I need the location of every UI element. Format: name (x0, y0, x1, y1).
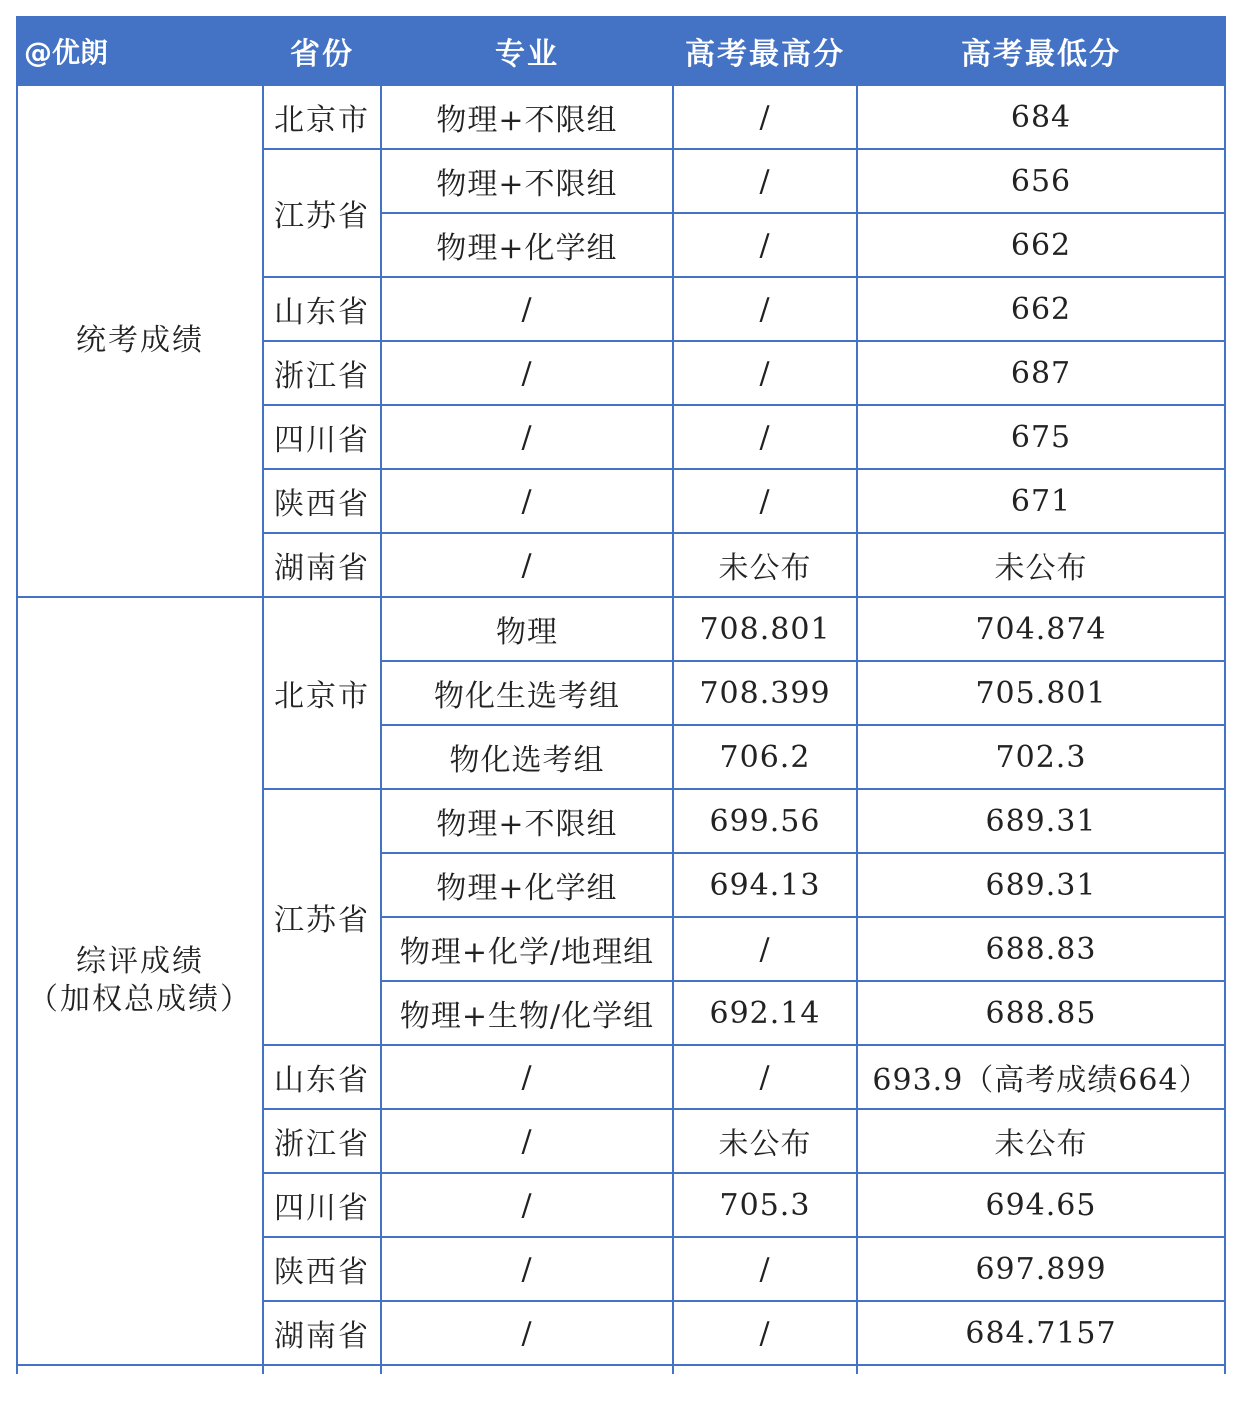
min-score-cell: 687 (857, 341, 1225, 405)
max-score-cell: / (673, 405, 857, 469)
major-cell: 物理+不限组 (381, 149, 673, 213)
cutoff-cell (381, 1365, 673, 1374)
province-cell: 四川省 (263, 1173, 381, 1237)
province-cell: 湖南省 (263, 533, 381, 597)
major-cell: / (381, 1237, 673, 1301)
max-score-cell: 705.3 (673, 1173, 857, 1237)
major-cell: / (381, 1045, 673, 1109)
max-score-cell: / (673, 1237, 857, 1301)
province-cell: 四川省 (263, 405, 381, 469)
cutoff-cell (263, 1365, 381, 1374)
major-cell: / (381, 469, 673, 533)
province-cell: 山东省 (263, 1045, 381, 1109)
table-row (17, 597, 1225, 661)
min-score-cell: 689.31 (857, 789, 1225, 853)
brand-watermark: @优朗 (17, 17, 263, 85)
min-score-cell: 704.874 (857, 597, 1225, 661)
table-row (17, 85, 1225, 149)
table-row-cutoff (17, 1365, 1225, 1374)
category-label: 综评成绩 (76, 944, 204, 979)
min-score-cell: 未公布 (857, 533, 1225, 597)
min-score-cell: 662 (857, 213, 1225, 277)
major-cell: 物理+生物/化学组 (381, 981, 673, 1045)
max-score-cell: / (673, 85, 857, 149)
major-cell: 物理+化学/地理组 (381, 917, 673, 981)
score-table-container (16, 16, 1226, 1374)
min-score-cell: 693.9（高考成绩664） (857, 1045, 1225, 1109)
major-cell: / (381, 1301, 673, 1365)
max-score-cell: 未公布 (673, 533, 857, 597)
major-cell: / (381, 533, 673, 597)
header-province: 省份 (263, 17, 381, 85)
category-sublabel: （加权总成绩） (28, 982, 252, 1017)
cutoff-cell (17, 1365, 263, 1374)
max-score-cell: / (673, 341, 857, 405)
max-score-cell: 708.801 (673, 597, 857, 661)
major-cell: 物化选考组 (381, 725, 673, 789)
min-score-cell: 656 (857, 149, 1225, 213)
category-comprehensive (17, 597, 263, 1365)
min-score-cell: 697.899 (857, 1237, 1225, 1301)
min-score-cell: 688.83 (857, 917, 1225, 981)
max-score-cell: / (673, 917, 857, 981)
province-cell: 北京市 (263, 597, 381, 789)
max-score-cell: / (673, 213, 857, 277)
header-row (17, 17, 1225, 85)
category-label: 统考成绩 (76, 323, 204, 358)
max-score-cell: / (673, 1045, 857, 1109)
max-score-cell: 未公布 (673, 1109, 857, 1173)
max-score-cell: 708.399 (673, 661, 857, 725)
province-cell: 江苏省 (263, 149, 381, 277)
major-cell: 物理+化学组 (381, 213, 673, 277)
min-score-cell: 688.85 (857, 981, 1225, 1045)
max-score-cell: 706.2 (673, 725, 857, 789)
province-cell: 江苏省 (263, 789, 381, 1045)
max-score-cell: 692.14 (673, 981, 857, 1045)
province-cell: 浙江省 (263, 341, 381, 405)
cutoff-cell (673, 1365, 857, 1374)
min-score-cell: 675 (857, 405, 1225, 469)
min-score-cell: 694.65 (857, 1173, 1225, 1237)
major-cell: 物理+不限组 (381, 85, 673, 149)
major-cell: / (381, 277, 673, 341)
min-score-cell: 671 (857, 469, 1225, 533)
max-score-cell: 699.56 (673, 789, 857, 853)
major-cell: / (381, 341, 673, 405)
min-score-cell: 689.31 (857, 853, 1225, 917)
province-cell: 浙江省 (263, 1109, 381, 1173)
header-max-score: 高考最高分 (673, 17, 857, 85)
min-score-cell: 662 (857, 277, 1225, 341)
min-score-cell: 705.801 (857, 661, 1225, 725)
province-cell: 山东省 (263, 277, 381, 341)
category-unified-exam (17, 85, 263, 597)
major-cell: 物理 (381, 597, 673, 661)
major-cell: / (381, 405, 673, 469)
province-cell: 湖南省 (263, 1301, 381, 1365)
max-score-cell: 694.13 (673, 853, 857, 917)
major-cell: 物理+化学组 (381, 853, 673, 917)
min-score-cell: 未公布 (857, 1109, 1225, 1173)
max-score-cell: / (673, 277, 857, 341)
major-cell: 物化生选考组 (381, 661, 673, 725)
max-score-cell: / (673, 149, 857, 213)
province-cell: 陕西省 (263, 1237, 381, 1301)
min-score-cell: 684.7157 (857, 1301, 1225, 1365)
score-table (16, 16, 1226, 1374)
min-score-cell: 684 (857, 85, 1225, 149)
province-cell: 北京市 (263, 85, 381, 149)
major-cell: 物理+不限组 (381, 789, 673, 853)
cutoff-cell (857, 1365, 1225, 1374)
max-score-cell: / (673, 469, 857, 533)
max-score-cell: / (673, 1301, 857, 1365)
major-cell: / (381, 1173, 673, 1237)
header-min-score: 高考最低分 (857, 17, 1225, 85)
major-cell: / (381, 1109, 673, 1173)
header-major: 专业 (381, 17, 673, 85)
province-cell: 陕西省 (263, 469, 381, 533)
min-score-cell: 702.3 (857, 725, 1225, 789)
